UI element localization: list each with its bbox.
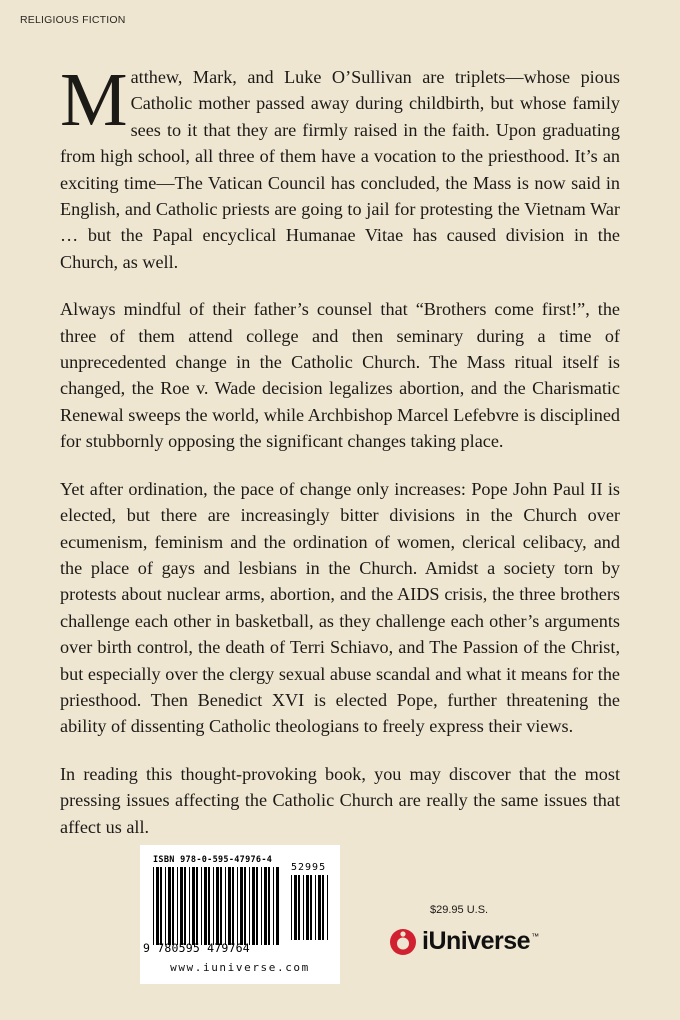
barcode-bar	[315, 875, 316, 940]
barcode-bar	[256, 867, 258, 945]
barcode-bar	[204, 867, 207, 945]
paragraph-3: Yet after ordination, the pace of change only increases: Pope John Paul II is elected, but there are increasingly bitter divisions in the Church over ecumenism, feminism and the ordination of women, clerical celibacy, and the place of gays and lesbians in the Church. Amidst a society torn by protests about nuclear arms, abortion, and the AIDS crisis, the three brothers challenge each other in basketball, as they challenge each other’s arguments over birth control, the death of Terri Schiavo, and The Passion of the Christ, but especially over the clergy sexual abuse scandal and what it means for the priesthood. Then Benedict XVI is elected Pope, further threatening the ability of dissenting Catholic theologians to freely express their views.	[60, 478, 620, 737]
barcode-bar	[261, 867, 262, 945]
barcode-bar	[172, 867, 174, 945]
barcode-bar	[165, 867, 166, 945]
barcode-bar	[268, 867, 270, 945]
barcode-bar	[244, 867, 246, 945]
paragraph-4: In reading this thought-provoking book, you may discover that the most pressing issues affecting the Catholic Church are really the same issues that affect us all.	[60, 763, 620, 837]
barcode-bar	[294, 875, 297, 940]
barcode-bar	[225, 867, 226, 945]
barcode-bar	[192, 867, 195, 945]
barcode-bar	[327, 875, 328, 940]
barcode-bar	[153, 867, 154, 945]
iuniverse-logo-icon	[388, 926, 418, 956]
barcode-bar	[180, 867, 183, 945]
barcode-bar	[240, 867, 243, 945]
barcode-bar	[318, 875, 321, 940]
barcode-bar	[249, 867, 250, 945]
paragraph-1	[60, 58, 620, 275]
barcode-bar	[276, 867, 279, 945]
barcode-bar	[196, 867, 198, 945]
publisher-name: iUniverse™	[422, 926, 539, 955]
price-label: $29.95 U.S.	[430, 904, 489, 916]
barcode-bar	[216, 867, 219, 945]
barcode-bar	[220, 867, 222, 945]
barcode-bar	[291, 875, 292, 940]
barcode-bar	[232, 867, 234, 945]
barcode-bar	[168, 867, 171, 945]
barcode-bar	[228, 867, 231, 945]
paragraph-2: Always mindful of their father’s counsel that “Brothers come first!”, the three of them attend college and then seminary during a time of unprecedented change in the Catholic Church. The Mass ritual itself is changed, the Roe v. Wade decision legalizes abortion, and the Charismatic Renewal sweeps the world, while Archbishop Marcel Lefebvre is disciplined for stubbornly opposing the significant changes taking place.	[60, 299, 620, 452]
barcode-bar	[189, 867, 190, 945]
barcode-bar	[273, 867, 274, 945]
website-url: www.iuniverse.com	[170, 961, 310, 974]
barcode-bar	[208, 867, 210, 945]
paragraph-1-text: atthew, Mark, and Luke O’Sullivan are triplets—whose pious Catholic mother passed away during childbirth, but whose family sees to it that they are firmly raised in the faith. Upon graduating from high school, all three of them have a vocation to the priesthood. It’s an exciting time—The Vatican Council has concluded, the Mass is now said in English, and Catholic priests are going to jail for protesting the Vietnam War … but the Papal encyclical Humanae Vitae has caused division in the Church, as well.	[60, 67, 620, 272]
barcode-bar	[264, 867, 267, 945]
isbn-barcode	[140, 845, 340, 984]
barcode-bar	[237, 867, 238, 945]
barcode-bar	[201, 867, 202, 945]
barcode-bar	[177, 867, 178, 945]
back-cover-blurb	[60, 58, 620, 861]
barcode-bar	[303, 875, 304, 940]
barcode-bar	[306, 875, 309, 940]
barcode-bar	[184, 867, 186, 945]
isbn-label: ISBN 978-0-595-47976-4	[153, 855, 273, 865]
barcode-bar	[213, 867, 214, 945]
barcode-bar	[298, 875, 300, 940]
price-code: 52995	[291, 862, 327, 873]
genre-label: RELIGIOUS FICTION	[20, 14, 126, 26]
barcode-bar	[252, 867, 255, 945]
barcode-bar	[310, 875, 312, 940]
drop-cap: M	[60, 58, 128, 142]
barcode-bar	[156, 867, 159, 945]
barcode-bar	[322, 875, 324, 940]
isbn-digits: 9 780595 479764	[143, 941, 250, 955]
barcode-bar	[160, 867, 162, 945]
publisher-logo	[388, 921, 539, 961]
